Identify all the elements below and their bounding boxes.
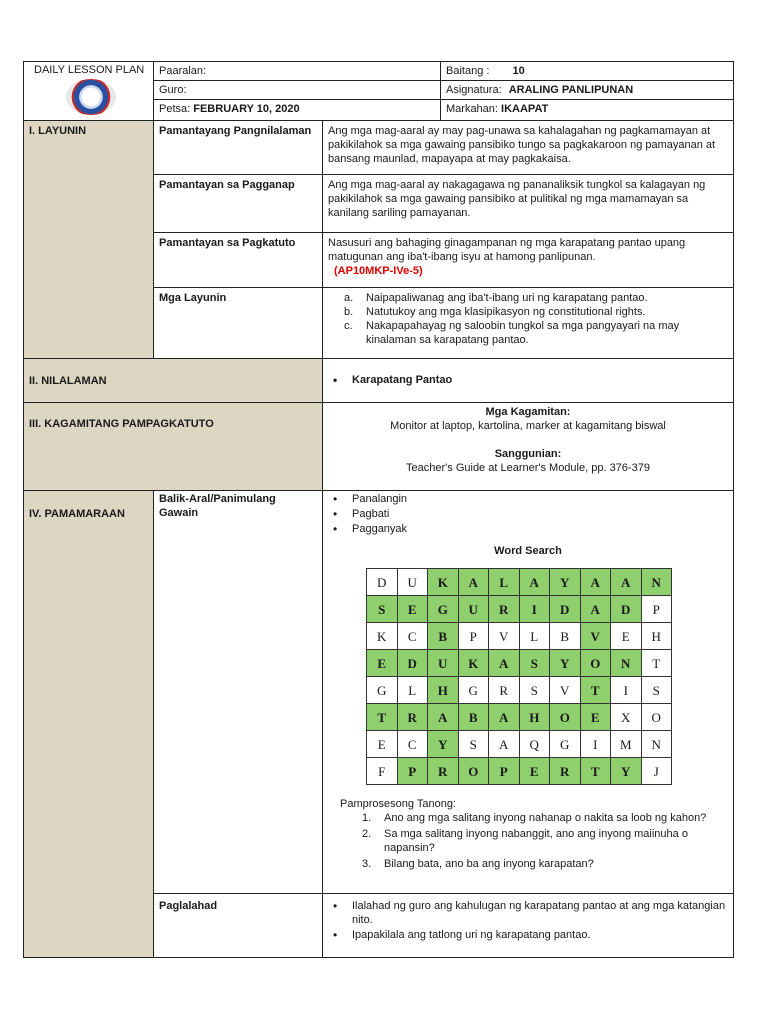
questions-title: Pamprosesong Tanong:: [340, 798, 456, 810]
section-layunin: I. LAYUNIN: [24, 121, 154, 359]
nilalaman-cell: [323, 359, 734, 403]
pamantayan-pagkatuto-cell: [323, 233, 734, 288]
word-search-cell: D: [367, 569, 398, 596]
word-search-cell: R: [489, 596, 520, 623]
word-search-cell: B: [550, 623, 581, 650]
word-search-cell: A: [611, 569, 642, 596]
question-item: 2. Sa mga salitang inyong nabanggit, ano ang inyong maiinuha o napansin?: [362, 828, 688, 854]
word-search-cell: T: [580, 677, 611, 704]
word-search-cell: R: [489, 677, 520, 704]
section-kagamitan: III. KAGAMITANG PAMPAGKATUTO: [24, 403, 323, 491]
word-search-cell: S: [519, 650, 550, 677]
word-search-cell: Y: [611, 758, 642, 785]
word-search-cell: A: [489, 704, 520, 731]
word-search-row: [367, 569, 672, 596]
word-search-row: [367, 704, 672, 731]
word-search-cell: O: [458, 758, 489, 785]
word-search-cell: R: [550, 758, 581, 785]
pamantayan-pagkatuto-label: Pamantayan sa Pagkatuto: [154, 233, 323, 288]
references-title: Sanggunian:: [494, 448, 562, 460]
word-search-cell: B: [458, 704, 489, 731]
mga-layunin-cell: [323, 288, 734, 359]
balik-aral-item: • Pagbati: [328, 507, 728, 521]
pamantayan-pagganap-label: Pamantayan sa Pagganap: [154, 175, 323, 233]
word-search-cell: P: [397, 758, 428, 785]
paglalahad-item: • Ipapakilala ang tatlong uri ng karapatang pantao.: [328, 928, 728, 942]
word-search-grid: [366, 568, 672, 785]
markahan-value: IKAAPAT: [501, 103, 549, 115]
word-search-cell: A: [489, 731, 520, 758]
word-search-cell: D: [611, 596, 642, 623]
word-search-cell: F: [367, 758, 398, 785]
baitang-cell: [441, 62, 734, 81]
pamantayang-pangnilalaman-text: Ang mga mag-aaral ay may pag-unawa sa kahalagahan ng pagkamamayan at pakikilahok sa mga gawaing pansibiko tungo sa pagkakaroon ng pamayanan at bansang maunlad, mapayapa at may pagkakaisa.: [323, 121, 734, 175]
word-search-cell: V: [489, 623, 520, 650]
petsa-cell: [154, 100, 441, 121]
word-search-cell: I: [611, 677, 642, 704]
word-search-cell: Y: [550, 650, 581, 677]
paaralan-cell: [154, 62, 441, 81]
word-search-cell: U: [397, 569, 428, 596]
word-search-cell: E: [580, 704, 611, 731]
word-search-cell: T: [580, 758, 611, 785]
word-search-cell: A: [428, 704, 459, 731]
word-search-cell: M: [611, 731, 642, 758]
word-search-cell: E: [611, 623, 642, 650]
word-search-cell: A: [489, 650, 520, 677]
word-search-cell: D: [550, 596, 581, 623]
word-search-cell: S: [458, 731, 489, 758]
word-search-cell: H: [641, 623, 672, 650]
markahan-cell: [441, 100, 734, 121]
word-search-cell: S: [519, 677, 550, 704]
lesson-plan-sheet: [23, 61, 733, 958]
paaralan-label: Paaralan:: [159, 65, 207, 77]
word-search-cell: G: [550, 731, 581, 758]
word-search-cell: A: [580, 569, 611, 596]
balik-aral-label: Balik-Aral/Panimulang Gawain: [154, 491, 323, 894]
word-search-cell: E: [367, 731, 398, 758]
word-search-cell: H: [519, 704, 550, 731]
word-search-cell: T: [367, 704, 398, 731]
word-search-cell: P: [489, 758, 520, 785]
paglalahad-list: [328, 899, 728, 942]
word-search-cell: K: [458, 650, 489, 677]
section-pamamaraan: IV. PAMAMARAAN: [24, 491, 154, 958]
objectives-list: [328, 291, 728, 347]
word-search-cell: J: [641, 758, 672, 785]
word-search-cell: P: [641, 596, 672, 623]
question-item: 3. Bilang bata, ano ba ang inyong karapatan?: [362, 858, 594, 870]
guro-label: Guro:: [159, 84, 187, 96]
word-search-cell: C: [397, 731, 428, 758]
word-search-cell: S: [641, 677, 672, 704]
word-search-cell: E: [397, 596, 428, 623]
materials-title: Mga Kagamitan:: [485, 406, 571, 418]
deped-logo: [58, 79, 126, 115]
word-search-cell: C: [397, 623, 428, 650]
word-search-cell: H: [428, 677, 459, 704]
word-search-cell: B: [428, 623, 459, 650]
word-search-cell: O: [580, 650, 611, 677]
asignatura-value: ARALING PANLIPUNAN: [508, 84, 634, 96]
markahan-label: Markahan:: [446, 103, 498, 115]
competency-code: (AP10MKP-IVe-5): [334, 265, 423, 277]
references-text: Teacher's Guide at Learner's Module, pp. 376-379: [406, 462, 650, 474]
word-search-cell: Y: [550, 569, 581, 596]
word-search-row: [367, 731, 672, 758]
word-search-cell: R: [397, 704, 428, 731]
asignatura-cell: [441, 81, 734, 100]
mga-layunin-label: Mga Layunin: [154, 288, 323, 359]
word-search-cell: L: [397, 677, 428, 704]
pamantayang-pangnilalaman-label: Pamantayang Pangnilalaman: [154, 121, 323, 175]
word-search-row: [367, 758, 672, 785]
word-search-cell: P: [458, 623, 489, 650]
kagamitan-cell: [323, 403, 734, 491]
word-search-cell: U: [458, 596, 489, 623]
word-search-cell: X: [611, 704, 642, 731]
word-search-title: Word Search: [494, 545, 562, 557]
word-search-cell: N: [611, 650, 642, 677]
word-search-row: [367, 596, 672, 623]
word-search-cell: O: [641, 704, 672, 731]
dlp-label: DAILY LESSON PLAN: [34, 64, 145, 76]
word-search-cell: I: [580, 731, 611, 758]
word-search-cell: N: [641, 731, 672, 758]
word-search-cell: Y: [428, 731, 459, 758]
lesson-plan-table: [23, 61, 734, 958]
section-nilalaman: II. NILALAMAN: [24, 359, 323, 403]
balik-aral-cell: [323, 491, 734, 894]
word-search-cell: A: [519, 569, 550, 596]
word-search-cell: G: [428, 596, 459, 623]
word-search-row: [367, 677, 672, 704]
pamantayan-pagkatuto-text: Nasusuri ang bahaging ginagampanan ng mga karapatang pantao upang matugunan ang iba't-ibang isyu at hamong panlipunan.: [328, 237, 686, 263]
nilalaman-item: • Karapatang Pantao: [328, 373, 728, 387]
word-search-cell: V: [580, 623, 611, 650]
balik-aral-item: • Pagganyak: [328, 522, 728, 536]
balik-aral-list: [328, 492, 728, 536]
paglalahad-label: Paglalahad: [154, 894, 323, 958]
word-search-cell: K: [367, 623, 398, 650]
objective-item: a. Naipapaliwanag ang iba't-ibang uri ng karapatang pantao.: [344, 292, 648, 304]
word-search-cell: T: [641, 650, 672, 677]
question-item: 1. Ano ang mga salitang inyong nahanap o nakita sa loob ng kahon?: [362, 812, 707, 824]
paglalahad-item: • Ilalahad ng guro ang kahulugan ng karapatang pantao at ang mga katangian nito.: [328, 899, 728, 927]
objective-item: b. Natutukoy ang mga klasipikasyon ng constitutional rights.: [344, 306, 646, 318]
guro-cell: [154, 81, 441, 100]
materials-text: Monitor at laptop, kartolina, marker at kagamitang biswal: [390, 420, 666, 432]
deped-seal-icon: [66, 79, 116, 115]
word-search-row: [367, 650, 672, 677]
pamantayan-pagganap-text: Ang mga mag-aaral ay nakagagawa ng pananaliksik tungkol sa kalagayan ng pakikilahok sa mga gawaing pansibiko at pulitikal ng mga mamamayan sa kanilang sariling pamayanan.: [323, 175, 734, 233]
word-search-row: [367, 623, 672, 650]
objective-item: c. Nakapapahayag ng saloobin tungkol sa mga pangyayari na may kinalaman sa karapatang pantao.: [344, 320, 680, 346]
word-search-cell: G: [458, 677, 489, 704]
word-search-cell: D: [397, 650, 428, 677]
questions-list: [340, 811, 728, 871]
nilalaman-list: [328, 373, 728, 387]
word-search-cell: K: [428, 569, 459, 596]
paglalahad-cell: [323, 894, 734, 958]
word-search-cell: N: [641, 569, 672, 596]
word-search-cell: R: [428, 758, 459, 785]
balik-aral-item: • Panalangin: [328, 492, 728, 506]
word-search-cell: G: [367, 677, 398, 704]
word-search-cell: I: [519, 596, 550, 623]
word-search-cell: U: [428, 650, 459, 677]
asignatura-label: Asignatura:: [446, 84, 502, 96]
processing-questions: [328, 797, 728, 871]
petsa-label: Petsa:: [159, 103, 191, 115]
word-search-cell: S: [367, 596, 398, 623]
word-search-cell: V: [550, 677, 581, 704]
word-search-cell: E: [519, 758, 550, 785]
baitang-label: Baitang :: [446, 65, 490, 77]
word-search-cell: Q: [519, 731, 550, 758]
word-search-cell: L: [489, 569, 520, 596]
baitang-value: 10: [512, 65, 525, 77]
dlp-header-cell: [24, 62, 154, 121]
word-search-cell: A: [458, 569, 489, 596]
petsa-value: FEBRUARY 10, 2020: [193, 103, 300, 115]
word-search-cell: E: [367, 650, 398, 677]
word-search-cell: L: [519, 623, 550, 650]
word-search-cell: A: [580, 596, 611, 623]
word-search-cell: O: [550, 704, 581, 731]
